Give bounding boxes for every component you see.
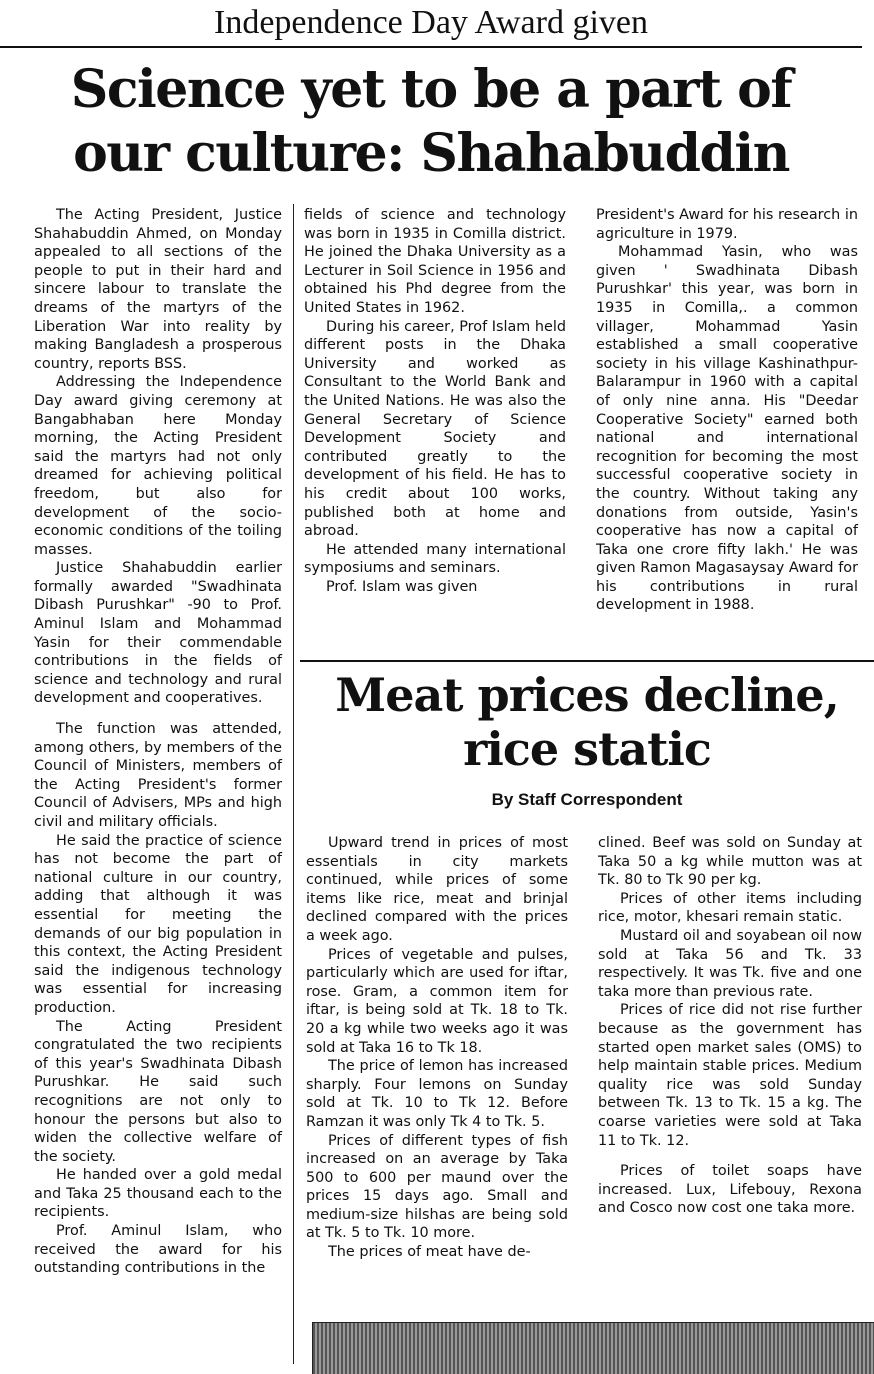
article1-column-2 [304, 206, 566, 596]
paragraph: Prof. Aminul Islam, who received the award for his outstanding contributions in the [34, 1223, 282, 1277]
paragraph: Prices of different types of fish increased on an average by Taka 500 to 600 per maund over the prices 15 days ago. Small and medium-size hilshas are being sold at Tk. 5 to Tk. 10 more. [306, 1132, 568, 1242]
paragraph: The Acting President congratulated the two recipients of this year's Swadhinata Dibash Purushkar. He said such recognitions are not only to honour the persons but also to widen the collective welfare of the society. [34, 1018, 282, 1165]
article2-headline-line2: rice static [463, 722, 711, 776]
paragraph: He attended many international symposiums and seminars. [304, 541, 566, 577]
article1-column-3 [596, 206, 858, 615]
shaded-box [312, 1322, 874, 1374]
paragraph: Mohammad Yasin, who was given ' Swadhinata Dibash Purushkar' this year, was born in 1935 in Comilla,. a common villager, Mohammad Yasin established a small cooperative society in his village Kashinathpur-Balarampur in 1960 with a capital of only nine anna. His "Deedar Cooperative Society" earned both national and international recognition for becoming the most successful cooperative society in the country. Without taking any donations from outside, Yasin's cooperative has now a capital of Taka one crore fifty lakh.' He was given Ramon Magasaysay Award for his contributions in rural development in 1988. [596, 244, 858, 614]
paragraph: Prices of toilet soaps have increased. Lux, Lifebouy, Rexona and Cosco now cost one taka more. [598, 1163, 862, 1217]
article1-headline-line1: Science yet to be a part of [70, 59, 792, 120]
paragraph: Justice Shahabuddin earlier formally awarded "Swadhinata Dibash Purushkar" -90 to Prof. Aminul Islam and Mohammad Yasin for their commendable contributions in the fields of science and technology and rural development and cooperatives. [34, 560, 282, 707]
article1-headline [0, 58, 862, 186]
paragraph: He said the practice of science has not become the part of national culture in our country, adding that although it was essential for meeting the demands of our big population in this context, the Acting President said the indigenous technology was essential for increasing production. [34, 832, 282, 1016]
article1-column-1 [34, 206, 282, 1278]
paragraph: Prof. Islam was given [326, 578, 478, 595]
paragraph: The Acting President, Justice Shahabuddin Ahmed, on Monday appealed to all sections of the people to put in their hard and sincere labour to translate the dreams of the martyrs of the Liberation War into reality by making Bangladesh a prosperous country, reports BSS. [34, 207, 282, 372]
paragraph: The prices of meat have de- [328, 1244, 531, 1261]
paragraph: fields of science and technology was born in 1935 in Comilla district. He joined the Dhaka University as a Lecturer in Soil Science in 1956 and obtained his Phd degree from the United States in 1962. [304, 207, 566, 316]
paragraph: Prices of vegetable and pulses, particularly which are used for iftar, rose. Gram, a common item for iftar, is being sold at Tk. 18 to Tk. 20 a kg while two weeks ago it was sold at Taka 16 to Tk 18. [306, 946, 568, 1056]
article1-kicker: Independence Day Award given [0, 0, 862, 48]
paragraph: During his career, Prof Islam held different posts in the Dhaka University and worked as Consultant to the World Bank and the United Nations. He was also the General Secretary of Science Development Society and contributed greatly to the development of his field. He has to his credit about 100 works, published both at home and abroad. [304, 318, 566, 540]
column-rule [293, 204, 294, 1364]
paragraph: Prices of rice did not rise further because as the government has started open market sales (OMS) to help maintain stable prices. Medium quality rice was sold Sunday between Tk. 13 to Tk. 15 a kg. The coarse varieties were sold at Taka 11 to Tk. 12. [598, 1002, 862, 1149]
article2-column-1 [306, 834, 568, 1262]
article2-column-2 [598, 834, 862, 1218]
paragraph: The function was attended, among others, by members of the Council of Ministers, members of the Acting President's former Council of Advisers, MPs and high civil and military officials. [34, 721, 282, 830]
paragraph: clined. Beef was sold on Sunday at Taka 50 a kg while mutton was at Tk. 80 to Tk 90 per kg. [598, 835, 862, 889]
paragraph: He handed over a gold medal and Taka 25 thousand each to the recipients. [34, 1167, 282, 1221]
article2-headline-line1: Meat prices decline, [335, 668, 839, 722]
paragraph: President's Award for his research in agriculture in 1979. [596, 207, 858, 242]
article2-byline: By Staff Correspondent [491, 790, 683, 809]
paragraph: Addressing the Independence Day award giving ceremony at Bangabhaban here Monday morning, the Acting President said the martyrs had not only dreamed for achieving political freedom, but also for development of the socio-economic conditions of the toiling masses. [34, 374, 282, 558]
paragraph: Mustard oil and soyabean oil now sold at Taka 56 and Tk. 33 respectively. It was Tk. five and one taka more than previous rate. [598, 927, 862, 1000]
article-separator [300, 660, 874, 662]
article2-headline [300, 668, 874, 776]
paragraph: The price of lemon has increased sharply. Four lemons on Sunday sold at Tk. 10 to Tk 12. Before Ramzan it was only Tk 4 to Tk. 5. [306, 1058, 568, 1130]
paragraph: Prices of other items including rice, motor, khesari remain static. [598, 890, 862, 926]
paragraph: Upward trend in prices of most essentials in city markets continued, while prices of some items like rice, meat and brinjal declined compared with the prices a week ago. [306, 835, 568, 944]
article1-headline-line2: our culture: Shahabuddin [73, 123, 789, 184]
